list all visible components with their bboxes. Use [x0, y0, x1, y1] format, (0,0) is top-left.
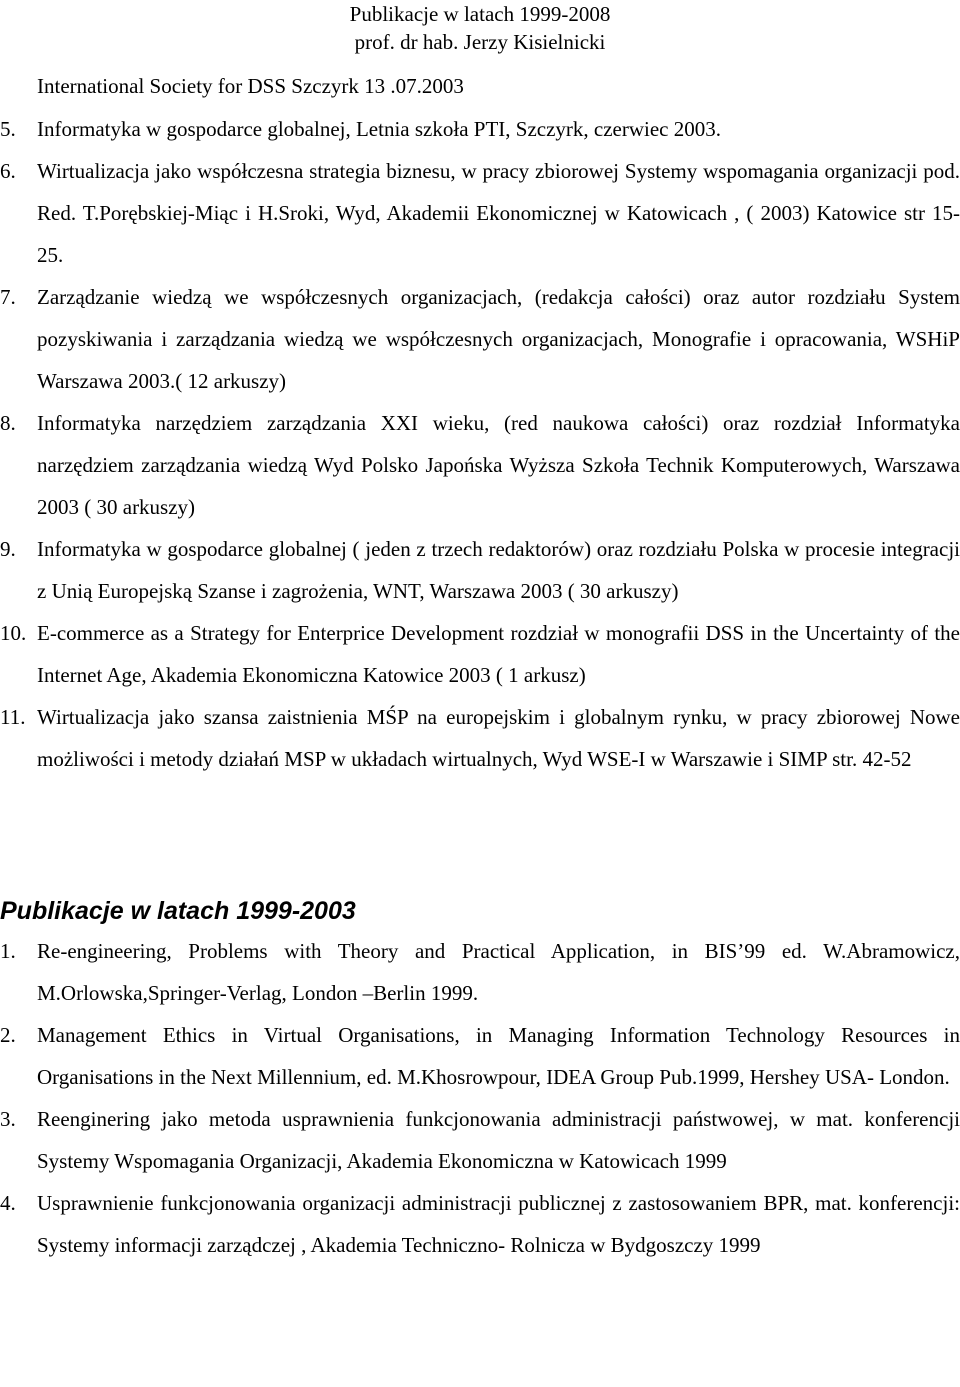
- item-number: 6.: [0, 159, 16, 183]
- item-number: 2.: [0, 1023, 16, 1047]
- item-text: Management Ethics in Virtual Organisations, in Managing Information Technology Resources in Organisations in the Next Millennium, ed. M.Khosrowpour, IDEA Group Pub.1999, Hershey USA- London.: [37, 1023, 960, 1089]
- item-number: 3.: [0, 1107, 16, 1131]
- item-text: Informatyka w gospodarce globalnej, Letnia szkoła PTI, Szczyrk, czerwiec 2003.: [37, 117, 721, 141]
- header-title: Publikacje w latach 1999-2008: [349, 2, 611, 26]
- item-number: 9.: [0, 537, 16, 561]
- list-item: [0, 1014, 960, 1098]
- item-number: 8.: [0, 411, 16, 435]
- page-header: [0, 0, 960, 56]
- item-text: Reenginering jako metoda usprawnienia funkcjonowania administracji państwowej, w mat. konferencji Systemy Wspomagania Organizacji, Akademia Ekonomiczna w Katowicach 1999: [37, 1107, 960, 1173]
- item-text: Zarządzanie wiedzą we współczesnych organizacjach, (redakcja całości) oraz autor rozdziału System pozyskiwania i zarządzania wiedzą we współczesnych organizacjach, Monografie i opracowania, WSHiP Warszawa 2003.( 12 arkuszy): [37, 285, 960, 393]
- list-item: [0, 1098, 960, 1182]
- item-number: 10.: [0, 621, 27, 645]
- intro-line: International Society for DSS Szczyrk 13 .07.2003: [37, 74, 464, 98]
- item-text: Informatyka w gospodarce globalnej ( jeden z trzech redaktorów) oraz rozdziału Polska w procesie integracji z Unią Europejską Szanse i zagrożenia, WNT, Warszawa 2003 ( 30 arkuszy): [37, 537, 960, 603]
- list-item: [0, 1182, 960, 1266]
- list-item: [0, 612, 960, 696]
- list-item: [0, 108, 960, 150]
- item-text: Wirtualizacja jako współczesna strategia biznesu, w pracy zbiorowej Systemy wspomagania organizacji pod. Red. T.Porębskiej-Miąc i H.Sroki, Wyd, Akademii Ekonomicznej w Katowicach , ( 2003) Katowice str 15-25.: [37, 159, 960, 267]
- list-item: [0, 402, 960, 528]
- item-number: 5.: [0, 117, 16, 141]
- list-item: [0, 930, 960, 1014]
- publication-list-2003: [0, 108, 960, 780]
- item-number: 7.: [0, 285, 16, 309]
- item-number: 11.: [0, 705, 26, 729]
- list-item: [0, 528, 960, 612]
- item-text: Wirtualizacja jako szansa zaistnienia MŚP na europejskim i globalnym rynku, w pracy zbiorowej Nowe możliwości i metody działań MSP w układach wirtualnych, Wyd WSE-I w Warszawie i SIMP str. 42-52: [37, 705, 960, 771]
- item-text: Re-engineering, Problems with Theory and Practical Application, in BIS’99 ed. W.Abramowicz, M.Orlowska,Springer-Verlag, London –Berlin 1999.: [37, 939, 960, 1005]
- item-number: 1.: [0, 939, 16, 963]
- item-text: Informatyka narzędziem zarządzania XXI wieku, (red naukowa całości) oraz rozdział Informatyka narzędziem zarządzania wiedzą Wyd Polsko Japońska Wyższa Szkoła Technik Komputerowych, Warszawa 2003 ( 30 arkuszy): [37, 411, 960, 519]
- list-item: [0, 696, 960, 780]
- item-text: E-commerce as a Strategy for Enterprice Development rozdział w monografii DSS in the Uncertainty of the Internet Age, Akademia Ekonomiczna Katowice 2003 ( 1 arkusz): [37, 621, 960, 687]
- header-author: prof. dr hab. Jerzy Kisielnicki: [354, 30, 606, 54]
- item-text: Usprawnienie funkcjonowania organizacji administracji publicznej z zastosowaniem BPR, mat. konferencji: Systemy informacji zarządczej , Akademia Techniczno- Rolnicza w Bydgoszczy 1999: [37, 1191, 960, 1257]
- list-item: [0, 276, 960, 402]
- item-number: 4.: [0, 1191, 16, 1215]
- publication-list-1999: [0, 930, 960, 1266]
- section-heading: Publikacje w latach 1999-2003: [0, 897, 356, 925]
- list-item: [0, 150, 960, 276]
